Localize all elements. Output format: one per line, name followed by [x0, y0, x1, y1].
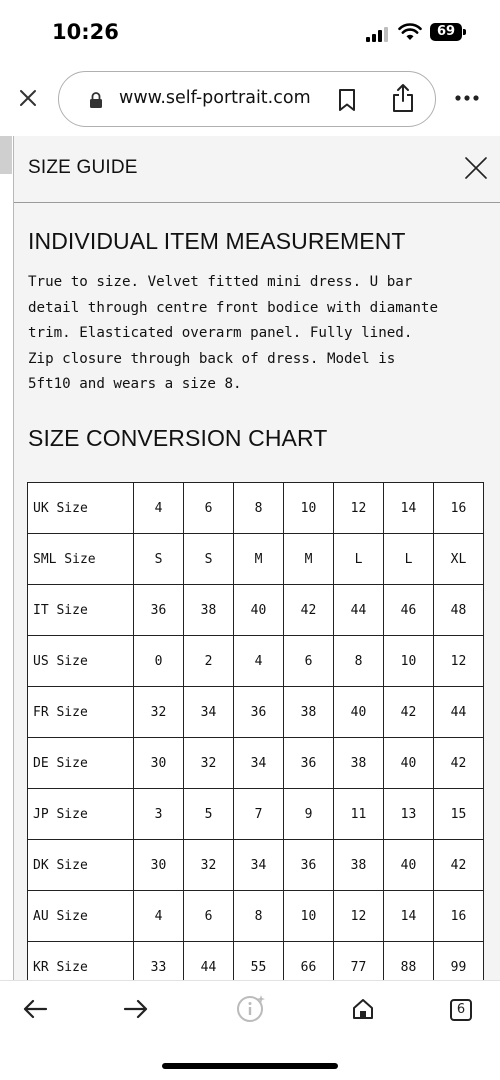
size-guide-panel — [14, 136, 500, 980]
table-cell: 99 — [434, 942, 484, 981]
home-indicator — [162, 1063, 338, 1069]
background-page-block — [0, 136, 12, 174]
table-cell: 38 — [334, 840, 384, 891]
table-cell: 36 — [284, 738, 334, 789]
table-cell: S — [184, 534, 234, 585]
table-cell: 55 — [234, 942, 284, 981]
table-cell: 12 — [434, 636, 484, 687]
page-viewport — [0, 136, 500, 980]
table-cell: 6 — [284, 636, 334, 687]
row-label: UK Size — [28, 483, 134, 534]
table-cell: 42 — [434, 738, 484, 789]
table-cell: 38 — [284, 687, 334, 738]
measurement-heading: INDIVIDUAL ITEM MEASUREMENT — [28, 228, 406, 254]
table-cell: 34 — [184, 687, 234, 738]
share-icon[interactable] — [391, 83, 415, 113]
table-cell: 38 — [184, 585, 234, 636]
close-icon[interactable] — [465, 157, 487, 179]
table-cell: 4 — [134, 891, 184, 942]
tabs-icon[interactable]: 6 — [450, 999, 472, 1021]
table-cell: 11 — [334, 789, 384, 840]
size-guide-title: SIZE GUIDE — [28, 157, 138, 178]
table-cell: 10 — [384, 636, 434, 687]
table-row — [28, 636, 484, 687]
table-cell: 46 — [384, 585, 434, 636]
status-time: 10:26 — [52, 20, 119, 44]
table-cell: 30 — [134, 840, 184, 891]
table-row — [28, 738, 484, 789]
table-cell: 14 — [384, 891, 434, 942]
row-label: AU Size — [28, 891, 134, 942]
table-row — [28, 687, 484, 738]
table-cell: 12 — [334, 483, 384, 534]
table-cell: L — [384, 534, 434, 585]
table-cell: 7 — [234, 789, 284, 840]
table-cell: 3 — [134, 789, 184, 840]
forward-arrow-icon[interactable] — [123, 997, 149, 1021]
url-text: www.self-portrait.com — [119, 88, 311, 108]
table-cell: 36 — [284, 840, 334, 891]
table-row — [28, 585, 484, 636]
table-cell: 2 — [184, 636, 234, 687]
close-icon[interactable] — [16, 86, 40, 110]
table-cell: 6 — [184, 891, 234, 942]
table-cell: 44 — [184, 942, 234, 981]
wifi-icon — [398, 22, 422, 42]
table-cell: 0 — [134, 636, 184, 687]
table-row — [28, 942, 484, 981]
table-cell: 44 — [434, 687, 484, 738]
description-line: 5ft10 and wears a size 8. — [28, 376, 242, 392]
row-label: KR Size — [28, 942, 134, 981]
table-cell: 16 — [434, 891, 484, 942]
table-cell: 77 — [334, 942, 384, 981]
lock-icon — [89, 91, 103, 109]
table-cell: 34 — [234, 738, 284, 789]
table-cell: 12 — [334, 891, 384, 942]
table-cell: 44 — [334, 585, 384, 636]
more-icon[interactable] — [454, 94, 480, 102]
table-cell: 40 — [334, 687, 384, 738]
item-description — [28, 270, 488, 398]
table-row — [28, 891, 484, 942]
table-cell: 32 — [134, 687, 184, 738]
size-guide-header — [14, 136, 500, 203]
table-cell: 8 — [234, 483, 284, 534]
table-cell: 36 — [134, 585, 184, 636]
table-cell: 33 — [134, 942, 184, 981]
table-cell: 36 — [234, 687, 284, 738]
row-label: FR Size — [28, 687, 134, 738]
table-row — [28, 534, 484, 585]
table-cell: 40 — [384, 840, 434, 891]
table-cell: 6 — [184, 483, 234, 534]
status-bar — [0, 0, 500, 64]
info-sparkle-icon[interactable] — [235, 993, 267, 1023]
table-row — [28, 840, 484, 891]
description-line: trim. Elasticated overarm panel. Fully lined. — [28, 325, 413, 341]
table-cell: 42 — [384, 687, 434, 738]
table-cell: 30 — [134, 738, 184, 789]
battery-indicator: 69 — [430, 23, 462, 41]
table-cell: M — [234, 534, 284, 585]
table-cell: 10 — [284, 891, 334, 942]
table-cell: 8 — [334, 636, 384, 687]
table-cell: 48 — [434, 585, 484, 636]
row-label: JP Size — [28, 789, 134, 840]
chart-heading: SIZE CONVERSION CHART — [28, 425, 328, 451]
table-cell: L — [334, 534, 384, 585]
description-line: Zip closure through back of dress. Model is — [28, 350, 396, 367]
table-cell: 40 — [234, 585, 284, 636]
address-bar[interactable] — [58, 71, 436, 127]
cellular-signal-icon — [366, 26, 388, 42]
description-line: True to size. Velvet fitted mini dress. U bar — [28, 274, 413, 290]
table-cell: 16 — [434, 483, 484, 534]
row-label: DK Size — [28, 840, 134, 891]
table-cell: 34 — [234, 840, 284, 891]
browser-url-row — [0, 64, 500, 136]
row-label: IT Size — [28, 585, 134, 636]
table-cell: S — [134, 534, 184, 585]
size-conversion-table — [27, 482, 484, 980]
table-cell: 4 — [134, 483, 184, 534]
table-cell: 42 — [284, 585, 334, 636]
table-cell: 4 — [234, 636, 284, 687]
bookmark-icon[interactable] — [337, 88, 357, 112]
table-cell: 5 — [184, 789, 234, 840]
table-cell: 32 — [184, 840, 234, 891]
table-cell: 40 — [384, 738, 434, 789]
back-arrow-icon[interactable] — [22, 997, 48, 1021]
table-cell: 13 — [384, 789, 434, 840]
table-cell: XL — [434, 534, 484, 585]
table-row — [28, 483, 484, 534]
row-label: SML Size — [28, 534, 134, 585]
description-line: detail through centre front bodice with diamante — [28, 299, 438, 316]
table-cell: M — [284, 534, 334, 585]
table-row — [28, 789, 484, 840]
table-cell: 38 — [334, 738, 384, 789]
table-cell: 14 — [384, 483, 434, 534]
table-cell: 66 — [284, 942, 334, 981]
background-page-edge — [0, 136, 14, 980]
table-cell: 42 — [434, 840, 484, 891]
table-cell: 15 — [434, 789, 484, 840]
home-icon[interactable] — [351, 997, 375, 1021]
table-cell: 10 — [284, 483, 334, 534]
table-cell: 9 — [284, 789, 334, 840]
row-label: US Size — [28, 636, 134, 687]
battery-nub — [463, 29, 466, 35]
row-label: DE Size — [28, 738, 134, 789]
table-cell: 8 — [234, 891, 284, 942]
table-cell: 32 — [184, 738, 234, 789]
table-cell: 88 — [384, 942, 434, 981]
